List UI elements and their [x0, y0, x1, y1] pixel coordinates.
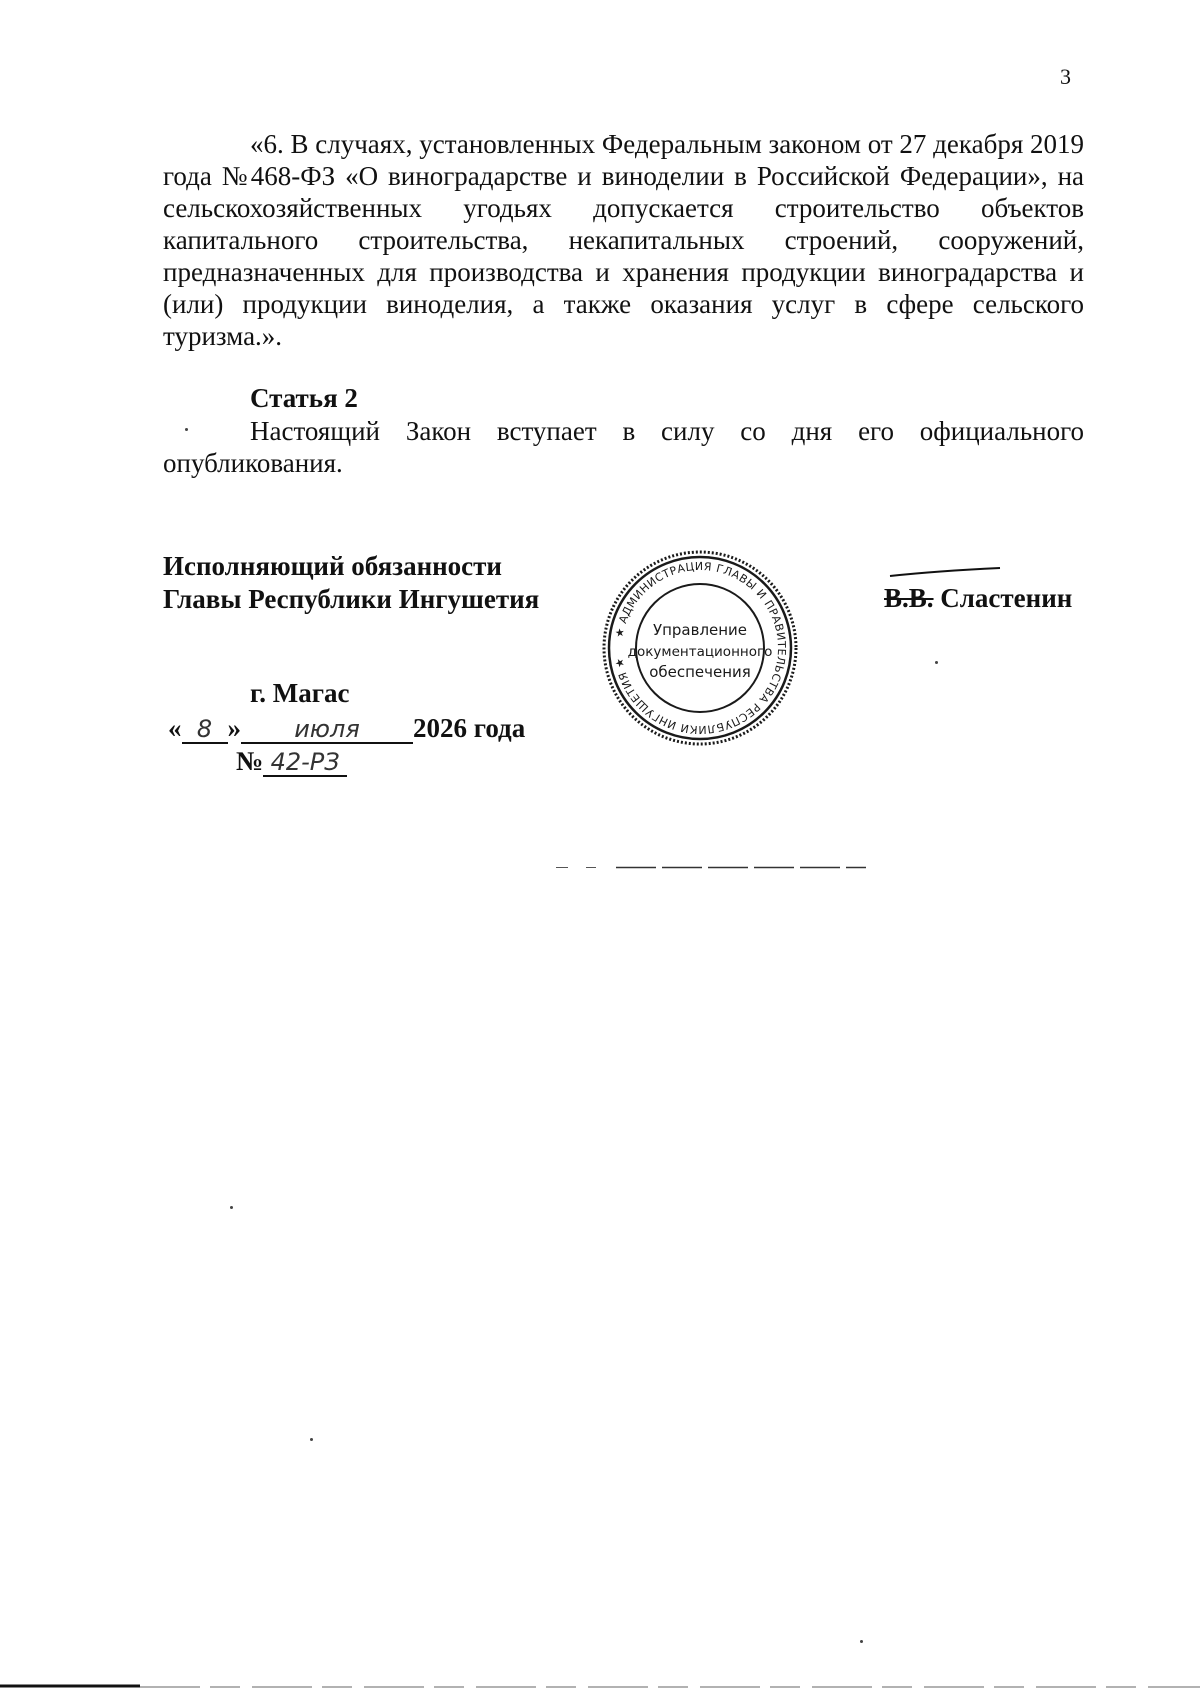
scan-speck	[860, 1640, 863, 1643]
law-number	[236, 746, 347, 777]
page-number: 3	[1060, 64, 1071, 89]
signature-stroke	[888, 566, 1002, 580]
signatory-initials: В.В.	[884, 583, 934, 613]
seal-ring-text: ★ АДМИНИСТРАЦИЯ ГЛАВЫ И ПРАВИТЕЛЬСТВА РЕСПУБЛИКИ ИНГУШЕТИЯ ★	[612, 559, 789, 737]
date-open-quote: «	[168, 713, 182, 743]
article-heading: Статья 2	[250, 383, 358, 413]
scan-speck	[935, 661, 938, 664]
signing-date	[168, 713, 525, 744]
scan-speck	[310, 1438, 313, 1441]
amendment-paragraph: «6. В случаях, установленных Федеральным законом от 27 декабря 2019 года №468-ФЗ «О виноградарстве и виноделии в Российской Федерации», на сельскохозяйственных угодьях допускается строительство объектов капитального строительства, некапитальных строений, сооружений, предназначенных для производства и хранения продукции виноградарства и (или) продукции виноделия, а также оказания услуг в сфере сельского туризма.».	[163, 129, 1084, 351]
seal-center-line2: документационного	[627, 644, 773, 660]
seal-center-line1: Управление	[652, 621, 748, 639]
signatory-title-line2: Главы Республики Ингушетия	[163, 584, 540, 614]
signatory-name	[884, 583, 1072, 614]
signatory-title-line1: Исполняющий обязанности	[163, 551, 502, 581]
signatory-title	[163, 550, 539, 616]
article-text: Настоящий Закон вступает в силу со дня его официального опубликования.	[163, 416, 1084, 478]
scan-artifact-line	[556, 866, 866, 869]
date-close-quote: »	[227, 713, 241, 743]
place-of-signing: г. Магас	[250, 678, 350, 708]
amendment-block	[163, 128, 1084, 352]
number-prefix: №	[236, 746, 264, 776]
date-year: 2026 года	[413, 713, 526, 743]
scan-speck	[230, 1206, 233, 1209]
seal-center-line3: обеспечения	[649, 663, 751, 681]
official-seal	[600, 548, 800, 748]
date-month: июля	[241, 716, 413, 744]
number-value: 42-РЗ	[263, 749, 347, 777]
scan-speck	[185, 428, 188, 431]
scan-bottom-edge	[0, 1684, 1200, 1690]
date-day: 8	[182, 716, 228, 744]
signatory-surname: Сластенин	[940, 583, 1073, 613]
